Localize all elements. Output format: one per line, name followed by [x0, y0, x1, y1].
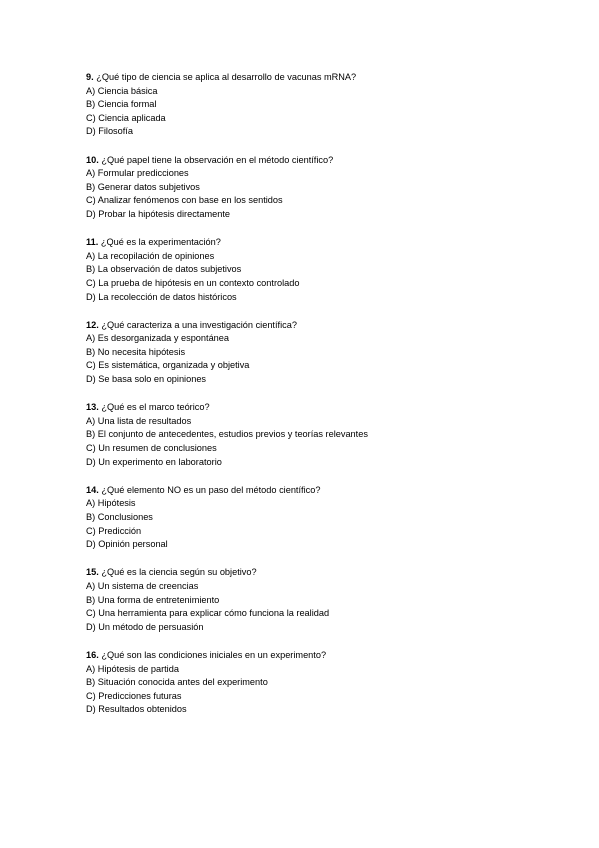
answer-options: [86, 663, 576, 717]
answer-options: [86, 332, 576, 386]
option-a: A) Una lista de resultados: [86, 415, 192, 426]
question-stem: [86, 319, 576, 333]
question-number: 14.: [86, 484, 99, 495]
answer-options: [86, 580, 576, 634]
question-text: ¿Qué es la ciencia según su objetivo?: [101, 567, 257, 578]
option-a: A) Formular predicciones: [86, 168, 189, 179]
option-d: D) Resultados obtenidos: [86, 704, 187, 715]
option-d: D) La recolección de datos históricos: [86, 291, 237, 302]
question-number: 13.: [86, 402, 99, 413]
option-d: D) Filosofía: [86, 126, 133, 137]
question-list: [86, 71, 576, 732]
option-c: C) Analizar fenómenos con base en los sentidos: [86, 195, 283, 206]
answer-options: [86, 85, 576, 139]
option-c: C) La prueba de hipótesis en un contexto controlado: [86, 277, 300, 288]
question-stem: [86, 566, 576, 580]
option-d: D) Probar la hipótesis directamente: [86, 208, 231, 219]
option-c: C) Predicción: [86, 525, 142, 536]
question-13: [86, 401, 576, 469]
option-b: B) Situación conocida antes del experimento: [86, 677, 268, 688]
option-a: A) Ciencia básica: [86, 85, 158, 96]
question-stem: [86, 71, 576, 85]
option-b: B) Conclusiones: [86, 512, 153, 522]
question-text: ¿Qué son las condiciones iniciales en un experimento?: [101, 649, 327, 660]
question-text: ¿Qué es la experimentación?: [100, 237, 221, 248]
option-b: B) No necesita hipótesis: [86, 346, 186, 357]
question-15: [86, 566, 576, 634]
answer-options: [86, 415, 576, 469]
option-b: B) Generar datos subjetivos: [86, 181, 200, 192]
question-stem: [86, 649, 576, 663]
question-stem: [86, 236, 576, 250]
option-a: A) La recopilación de opiniones: [86, 250, 215, 261]
question-text: ¿Qué elemento NO es un paso del método científico?: [101, 484, 321, 495]
option-d: D) Se basa solo en opiniones: [86, 374, 207, 385]
option-a: A) Hipótesis: [86, 498, 136, 509]
option-b: B) Una forma de entretenimiento: [86, 594, 220, 605]
option-b: B) La observación de datos subjetivos: [86, 264, 242, 275]
question-text: ¿Qué tipo de ciencia se aplica al desarrollo de vacunas mRNA?: [96, 72, 357, 82]
option-a: A) Es desorganizada y espontánea: [86, 333, 230, 344]
question-text: ¿Qué caracteriza a una investigación científica?: [101, 319, 297, 330]
question-16: [86, 649, 576, 717]
question-number: 9.: [86, 72, 94, 82]
question-12: [86, 319, 576, 387]
answer-options: [86, 167, 576, 221]
question-text: ¿Qué papel tiene la observación en el método científico?: [101, 154, 334, 165]
question-stem: [86, 401, 576, 415]
option-b: B) Ciencia formal: [86, 99, 157, 110]
option-c: C) Es sistemática, organizada y objetiva: [86, 360, 250, 371]
question-text: ¿Qué es el marco teórico?: [101, 402, 210, 413]
question-number: 11.: [86, 237, 99, 248]
option-d: D) Un método de persuasión: [86, 621, 204, 632]
option-c: C) Ciencia aplicada: [86, 112, 166, 123]
question-number: 16.: [86, 649, 99, 660]
question-number: 12.: [86, 319, 99, 330]
question-14: [86, 484, 576, 552]
option-a: A) Hipótesis de partida: [86, 663, 179, 674]
option-c: C) Un resumen de conclusiones: [86, 443, 217, 454]
option-d: D) Opinión personal: [86, 539, 168, 550]
option-d: D) Un experimento en laboratorio: [86, 456, 222, 467]
question-10: [86, 154, 576, 222]
question-stem: [86, 484, 576, 498]
question-9: [86, 71, 576, 139]
question-11: [86, 236, 576, 304]
option-b: B) El conjunto de antecedentes, estudios previos y teorías relevantes: [86, 429, 368, 440]
question-number: 10.: [86, 154, 99, 165]
option-c: C) Predicciones futuras: [86, 690, 182, 701]
answer-options: [86, 497, 576, 551]
option-a: A) Un sistema de creencias: [86, 580, 199, 591]
option-c: C) Una herramienta para explicar cómo funciona la realidad: [86, 608, 330, 619]
question-number: 15.: [86, 567, 99, 578]
question-stem: [86, 154, 576, 168]
answer-options: [86, 250, 576, 304]
